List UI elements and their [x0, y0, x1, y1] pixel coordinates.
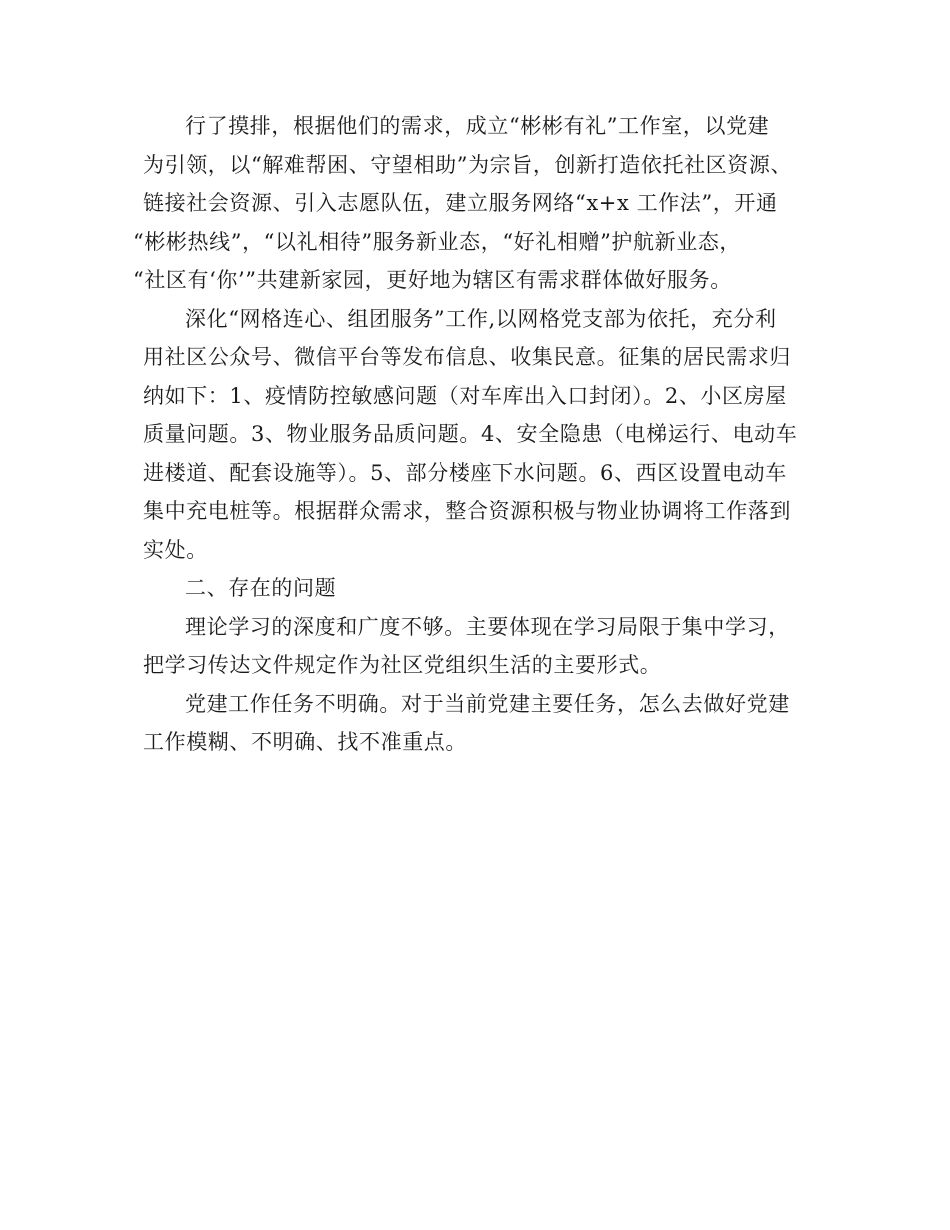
text-line: 行了摸排，根据他们的需求，成立“彬彬有礼”工作室，以党建 — [185, 114, 770, 138]
text-line: 进楼道、配套设施等）。5、部分楼座下水问题。6、西区设置电动车 — [143, 460, 787, 485]
paragraph-theory-study — [143, 608, 803, 685]
text-line: 用社区公众号、微信平台等发布信息、收集民意。征集的居民需求归 — [143, 345, 791, 369]
paragraph-party-tasks — [143, 685, 803, 762]
text-line: 深化“网格连心、组团服务”工作,以网格党支部为依托，充分利 — [185, 306, 777, 331]
text-line: 工作模糊、不明确、找不准重点。 — [143, 730, 467, 754]
text-line: 实处。 — [143, 537, 208, 562]
text-line: 理论学习的深度和广度不够。主要体现在学习局限于集中学习， — [185, 614, 790, 639]
text-line: 质量问题。3、物业服务品质问题。4、安全隐患（电梯运行、电动车 — [143, 422, 798, 446]
text-line: “彬彬热线”，“以礼相待”服务新业态，“好礼相赠”护航新业态， — [133, 229, 742, 254]
paragraph-grid-service — [143, 300, 803, 570]
text-line: 为引领，以“解难帮困、守望相助”为宗旨，创新打造依托社区资源、 — [143, 152, 793, 177]
text-line: 链接社会资源、引入志愿队伍，建立服务网络“x+x 工作法”，开通 — [143, 191, 778, 215]
text-line: 集中充电桩等。根据群众需求，整合资源积极与物业协调将工作落到 — [143, 499, 791, 523]
paragraph-service-studio — [133, 107, 803, 300]
text-line: 二、存在的问题 — [185, 576, 337, 600]
text-line: 党建工作任务不明确。对于当前党建主要任务，怎么去做好党建 — [185, 691, 790, 716]
text-line: 把学习传达文件规定作为社区党组织生活的主要形式。 — [143, 653, 662, 677]
section-heading — [143, 569, 803, 608]
text-line: 纳如下：1、疫情防控敏感问题（对车库出入口封闭）。2、小区房屋 — [143, 383, 787, 408]
text-line: “社区有‘你’”共建新家园，更好地为辖区有需求群体做好服务。 — [133, 268, 732, 292]
document-body — [133, 107, 803, 762]
